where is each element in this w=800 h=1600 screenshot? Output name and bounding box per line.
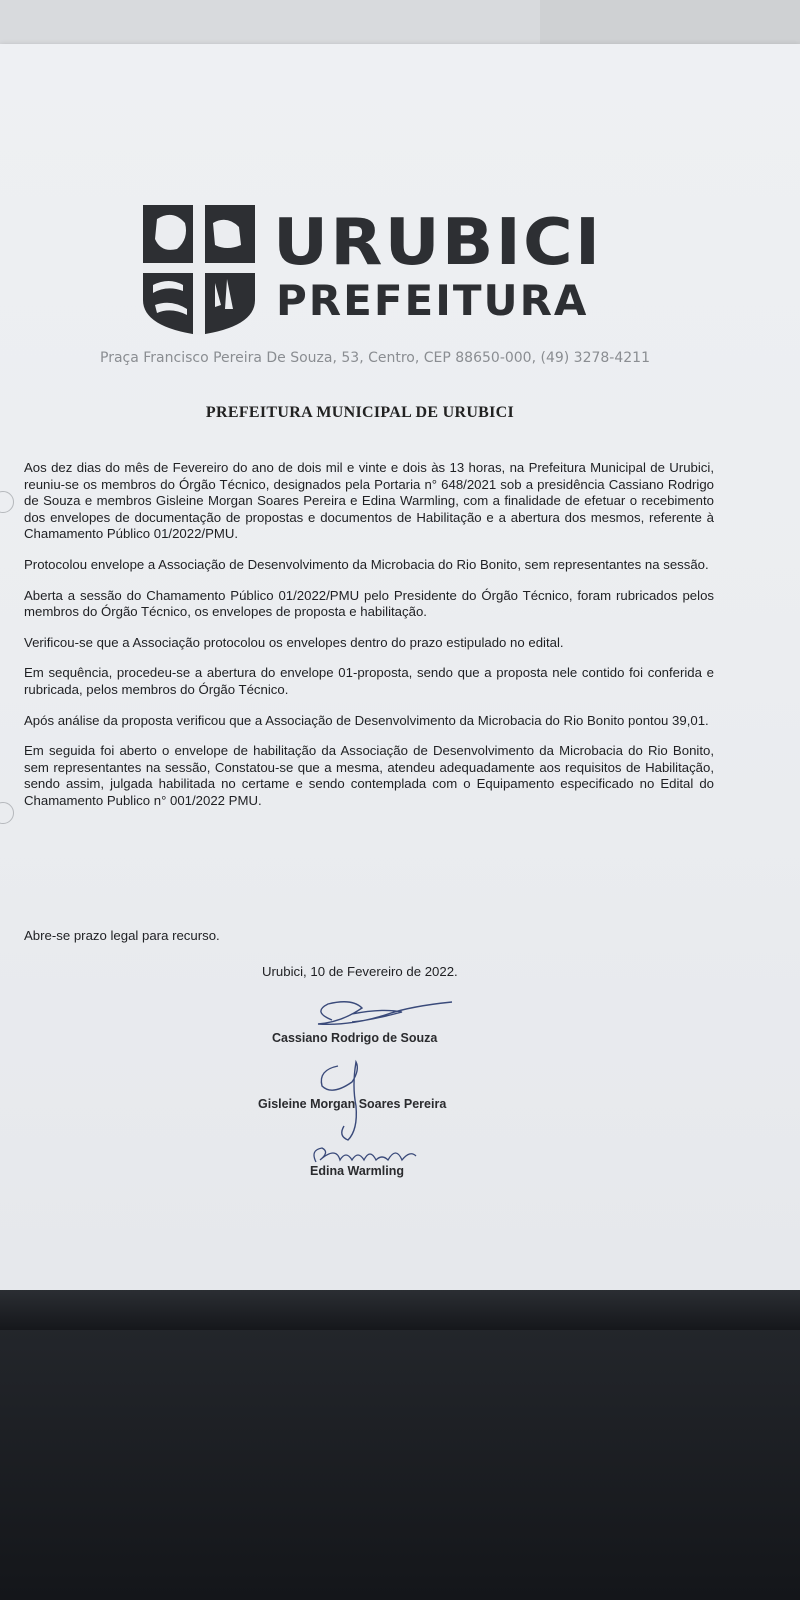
place-and-date: Urubici, 10 de Fevereiro de 2022. [262,964,458,979]
prefeitura-logo [143,205,603,335]
coat-of-arms-icon [143,205,255,335]
signature-name: Gisleine Morgan Soares Pereira [258,1097,447,1111]
paragraph: Protocolou envelope a Associação de Desenvolvimento da Microbacia do Rio Bonito, sem representantes na sessão. [24,556,709,572]
paragraph: Aberta a sessão do Chamamento Público 01/2022/PMU pelo Presidente do Órgão Técnico, foram rubricados pelos membros do Órgão Técnico, os envelopes de proposta e habilitação. [24,587,714,620]
document-title: PREFEITURA MUNICIPAL DE URUBICI [205,404,515,421]
signature-scribble [292,998,462,1034]
logo-title: URUBICI [273,206,603,280]
address-line: Praça Francisco Pereira De Souza, 53, Centro, CEP 88650-000, (49) 3278-4211 [100,350,650,366]
signature-name: Cassiano Rodrigo de Souza [272,1031,438,1045]
signature-name: Edina Warmling [310,1164,404,1178]
background-sheet [0,0,540,48]
paragraph: Aos dez dias do mês de Fevereiro do ano de dois mil e vinte e dois às 13 horas, na Prefeitura Municipal de Urubici, reuniu-se os membros do Órgão Técnico, designados pela Portaria n° 648/2021 sob a presidência Cassiano Rodrigo de Souza e membros Gisleine Morgan Soares Pereira e Edina Warmling, com a finalidade de efetuar o recebimento dos envelopes de documentação de propostas e documentos de Habilitação e a abertura dos mesmos, referente à Chamamento Público 01/2022/PMU. [24,460,714,542]
paragraph: Em seguida foi aberto o envelope de habilitação da Associação de Desenvolvimento da Microbacia do Rio Bonito, sem representantes na sessão, Constatou-se que a mesma, atendeu adequadamente aos requisitos de Habilitação, sendo assim, julgada habilitada no certame e sendo contemplada com o Equipamento especificado no Edital do Chamamento Publico n° 001/2022 PMU. [24,743,714,808]
margin-hole-mark [0,491,14,513]
table-edge [0,1290,800,1330]
paragraph: Após análise da proposta verificou que a Associação de Desenvolvimento da Microbacia do Rio Bonito pontou 39,01. [24,712,709,728]
document-body [24,460,714,824]
paragraph: Em sequência, procedeu-se a abertura do envelope 01-proposta, sendo que a proposta nele contido foi conferida e rubricada, pelos membros do Órgão Técnico. [24,665,714,697]
paragraph: Verificou-se que a Associação protocolou os envelopes dentro do prazo estipulado no edital. [24,634,564,650]
logo-subtitle: PREFEITURA [276,276,589,325]
closing-statement: Abre-se prazo legal para recurso. [24,928,220,943]
margin-hole-mark [0,802,14,824]
